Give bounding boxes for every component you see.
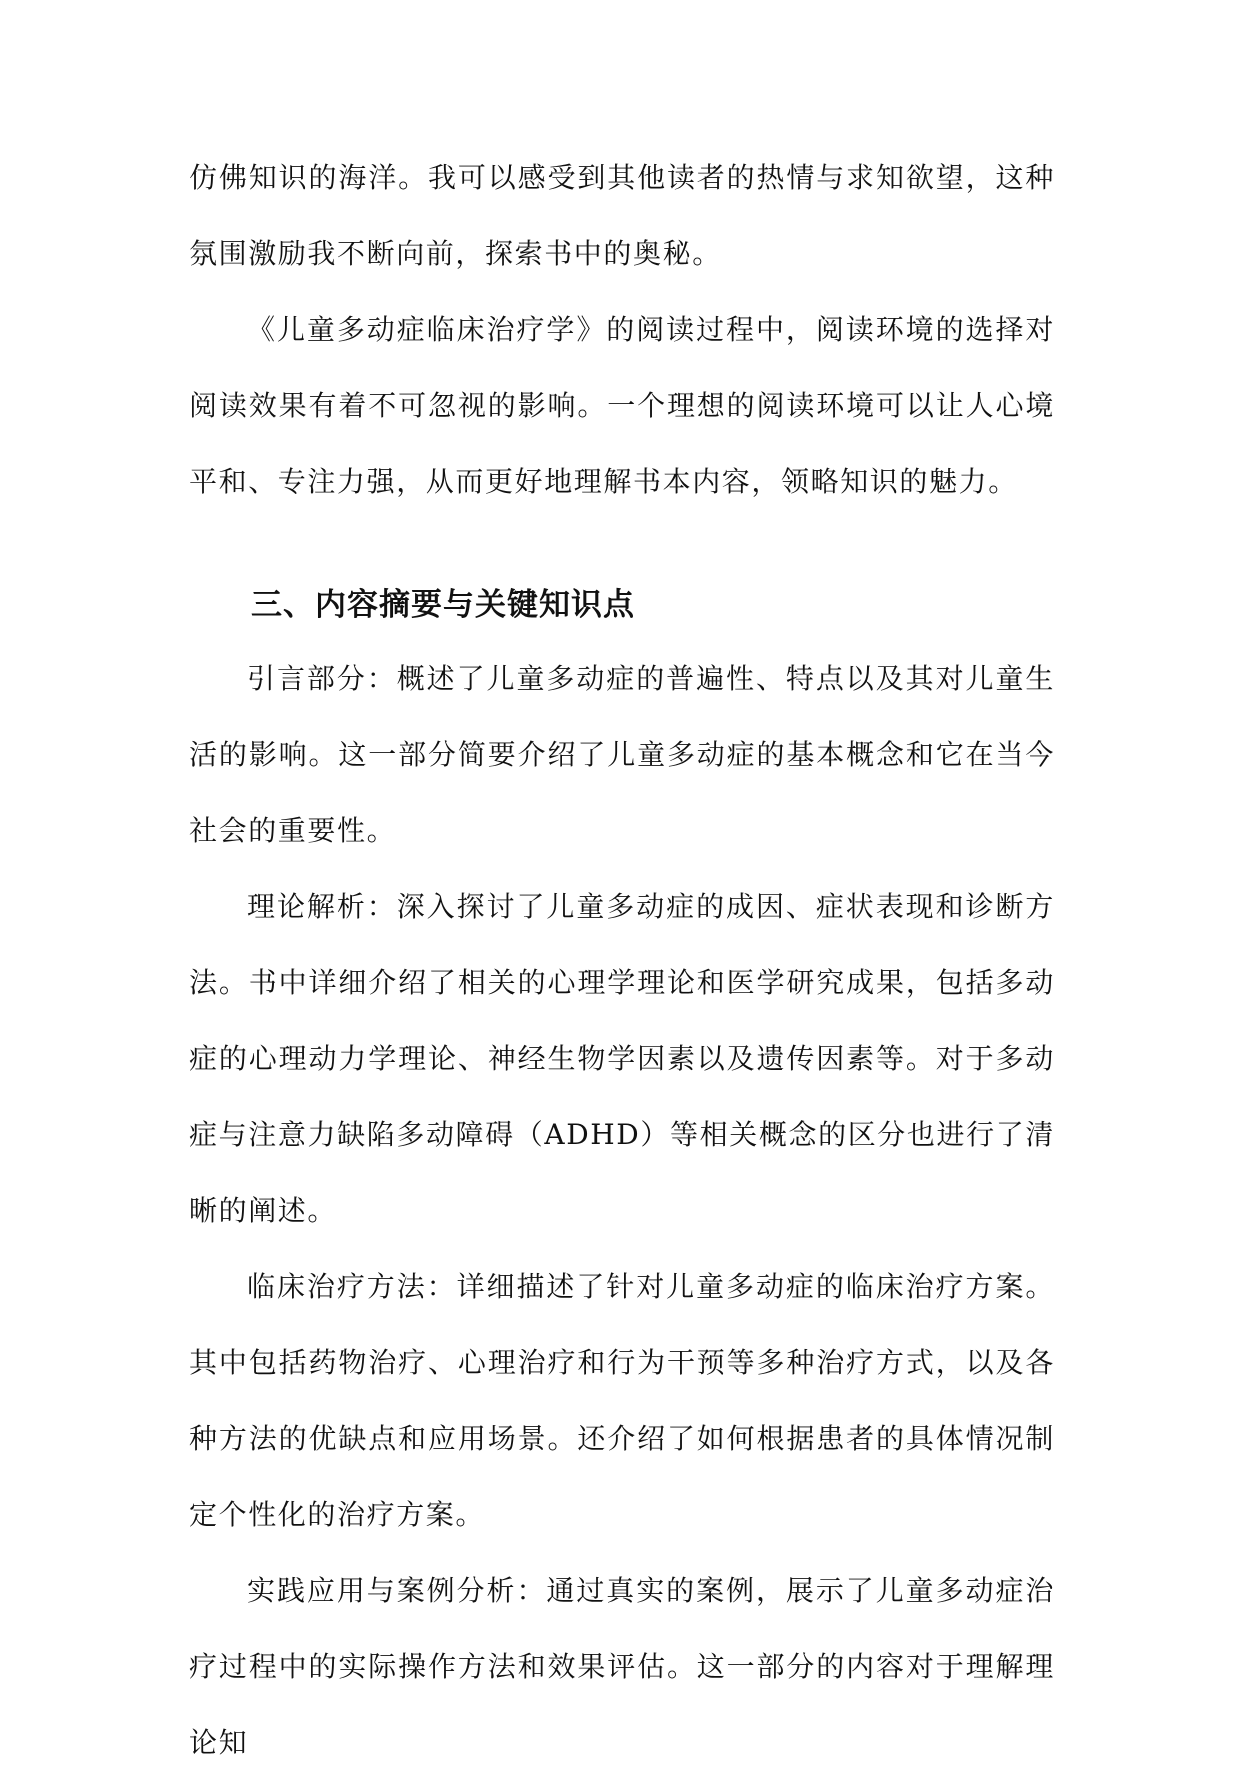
paragraph-case-analysis: 实践应用与案例分析：通过真实的案例，展示了儿童多动症治疗过程中的实际操作方法和效果评估。这一部分的内容对于理解理论知 bbox=[189, 1574, 1055, 1759]
paragraph-reading-environment: 《儿童多动症临床治疗学》的阅读过程中，阅读环境的选择对阅读效果有着不可忽视的影响。一个理想的阅读环境可以让人心境平和、专注力强，从而更好地理解书本内容，领略知识的魅力。 bbox=[189, 313, 1055, 498]
paragraph-clinical-treatment: 临床治疗方法：详细描述了针对儿童多动症的临床治疗方案。其中包括药物治疗、心理治疗和行为干预等多种治疗方式，以及各种方法的优缺点和应用场景。还介绍了如何根据患者的具体情况制定个性化的治疗方案。 bbox=[189, 1270, 1055, 1531]
paragraph-introduction: 引言部分：概述了儿童多动症的普遍性、特点以及其对儿童生活的影响。这一部分简要介绍了儿童多动症的基本概念和它在当今社会的重要性。 bbox=[189, 662, 1055, 847]
section-heading: 三、内容摘要与关键知识点 bbox=[251, 587, 635, 623]
document-body bbox=[189, 140, 1055, 1781]
paragraph-continued: 仿佛知识的海洋。我可以感受到其他读者的热情与求知欲望，这种氛围激励我不断向前，探索书中的奥秘。 bbox=[189, 161, 1055, 270]
paragraph-theory: 理论解析：深入探讨了儿童多动症的成因、症状表现和诊断方法。书中详细介绍了相关的心理学理论和医学研究成果，包括多动症的心理动力学理论、神经生物学因素以及遗传因素等。对于多动症与注意力缺陷多动障碍（ADHD）等相关概念的区分也进行了清晰的阐述。 bbox=[189, 890, 1055, 1227]
